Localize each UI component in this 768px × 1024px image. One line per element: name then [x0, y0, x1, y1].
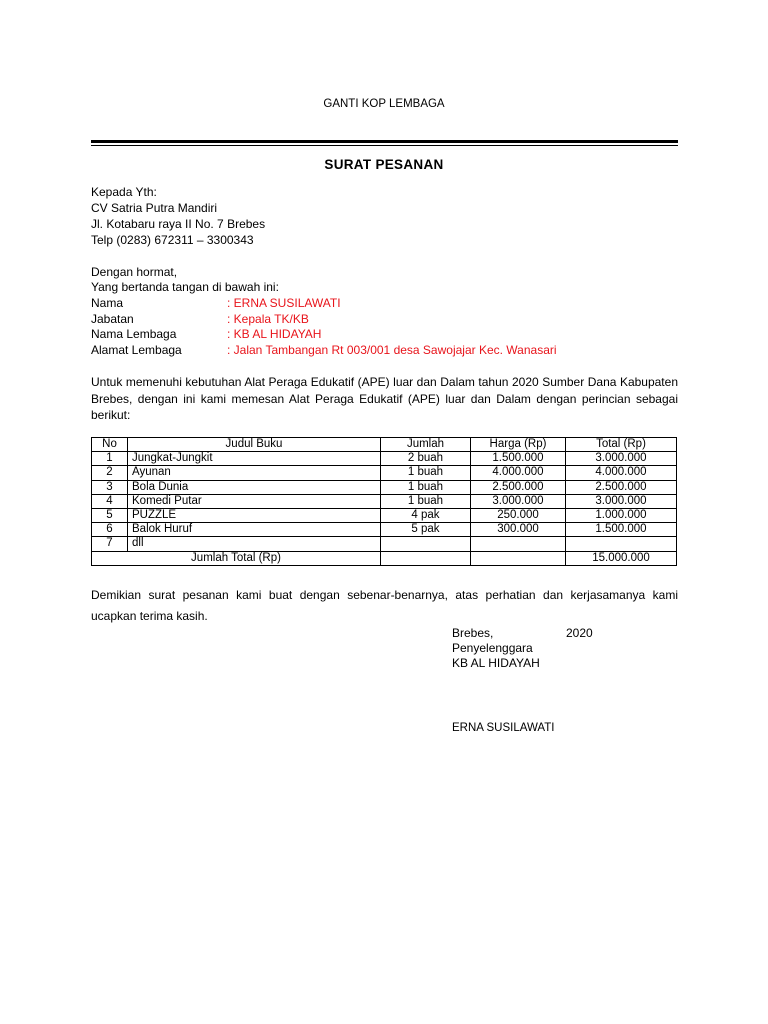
table-row: [92, 508, 677, 522]
table-total-value: 15.000.000: [566, 551, 677, 565]
table-cell-qty: 1 buah: [381, 480, 471, 494]
field-alamat-value: : Jalan Tambangan Rt 003/001 desa Sawojajar Kec. Wanasari: [227, 343, 557, 357]
table-row: [92, 537, 677, 551]
table-cell-total: 2.500.000: [566, 480, 677, 494]
signature-year: 2020: [566, 626, 593, 640]
field-jabatan-value: : Kepala TK/KB: [227, 312, 309, 326]
table-cell-item: Bola Dunia: [128, 480, 381, 494]
table-row: [92, 494, 677, 508]
table-cell-total: 4.000.000: [566, 466, 677, 480]
table-cell-total: 3.000.000: [566, 452, 677, 466]
table-cell-no: 1: [92, 452, 128, 466]
table-cell-price: 4.000.000: [471, 466, 566, 480]
field-lembaga-label: Nama Lembaga: [91, 327, 177, 341]
table-cell-no: 6: [92, 523, 128, 537]
field-jabatan-label: Jabatan: [91, 312, 134, 326]
table-cell-total: 3.000.000: [566, 494, 677, 508]
table-row: [92, 523, 677, 537]
table-cell-price: 300.000: [471, 523, 566, 537]
table-cell-item: dll: [128, 537, 381, 551]
table-empty-cell: [471, 551, 566, 565]
table-header-cell: Total (Rp): [566, 438, 677, 452]
table-cell-no: 7: [92, 537, 128, 551]
letterhead-divider-thin: [91, 145, 678, 146]
table-cell-no: 5: [92, 508, 128, 522]
table-cell-no: 2: [92, 466, 128, 480]
table-cell-qty: 2 buah: [381, 452, 471, 466]
closing-paragraph: Demikian surat pesanan kami buat dengan sebenar-benarnya, atas perhatian dan kerjasamanya kami ucapkan terima kasih.: [91, 588, 678, 623]
table-cell-item: Balok Huruf: [128, 523, 381, 537]
table-header-cell: Jumlah: [381, 438, 471, 452]
body-paragraph: Untuk memenuhi kebutuhan Alat Peraga Edukatif (APE) luar dan Dalam tahun 2020 Sumber Dana Kabupaten Brebes, dengan ini kami memesan Alat Peraga Edukatif (APE) luar dan Dalam dengan perincian sebagai berikut:: [91, 375, 678, 422]
table-header-row: [92, 438, 677, 452]
table-cell-total: 1.500.000: [566, 523, 677, 537]
table-cell-price: 2.500.000: [471, 480, 566, 494]
signature-place: Brebes,: [452, 626, 494, 640]
table-cell-no: 4: [92, 494, 128, 508]
letterhead-placeholder: GANTI KOP LEMBAGA: [323, 98, 445, 110]
table-header-cell: No: [92, 438, 128, 452]
table-cell-total: [566, 537, 677, 551]
table-cell-qty: 1 buah: [381, 494, 471, 508]
table-cell-item: Ayunan: [128, 466, 381, 480]
signature-role: Penyelenggara: [452, 641, 533, 655]
table-cell-qty: 1 buah: [381, 466, 471, 480]
table-cell-item: Jungkat-Jungkit: [128, 452, 381, 466]
table-cell-item: PUZZLE: [128, 508, 381, 522]
table-row: [92, 466, 677, 480]
table-header-cell: Judul Buku: [128, 438, 381, 452]
table-row: [92, 480, 677, 494]
recipient-address: Jl. Kotabaru raya II No. 7 Brebes: [91, 217, 266, 231]
field-nama-label: Nama: [91, 296, 124, 310]
letterhead-divider-thick: [91, 140, 678, 143]
table-cell-qty: [381, 537, 471, 551]
table-empty-cell: [381, 551, 471, 565]
intro-line: Yang bertanda tangan di bawah ini:: [91, 280, 279, 294]
table-total-label: Jumlah Total (Rp): [92, 551, 381, 565]
recipient-salutation: Kepada Yth:: [91, 185, 157, 199]
field-alamat-label: Alamat Lembaga: [91, 343, 182, 357]
table-total-row: [92, 551, 677, 565]
field-lembaga-value: : KB AL HIDAYAH: [227, 327, 322, 341]
recipient-phone: Telp (0283) 672311 – 3300343: [91, 233, 254, 247]
table-cell-total: 1.000.000: [566, 508, 677, 522]
table-cell-item: Komedi Putar: [128, 494, 381, 508]
recipient-company: CV Satria Putra Mandiri: [91, 201, 218, 215]
table-cell-price: 3.000.000: [471, 494, 566, 508]
table-cell-price: 1.500.000: [471, 452, 566, 466]
table-cell-no: 3: [92, 480, 128, 494]
order-table: [91, 437, 677, 566]
table-header-cell: Harga (Rp): [471, 438, 566, 452]
table-row: [92, 452, 677, 466]
table-cell-price: 250.000: [471, 508, 566, 522]
greeting: Dengan hormat,: [91, 265, 178, 279]
table-cell-price: [471, 537, 566, 551]
letter-title: SURAT PESANAN: [324, 157, 444, 172]
table-cell-qty: 5 pak: [381, 523, 471, 537]
field-nama-value: : ERNA SUSILAWATI: [227, 296, 341, 310]
table-cell-qty: 4 pak: [381, 508, 471, 522]
signature-institution: KB AL HIDAYAH: [452, 656, 540, 670]
signature-name: ERNA SUSILAWATI: [452, 722, 555, 734]
